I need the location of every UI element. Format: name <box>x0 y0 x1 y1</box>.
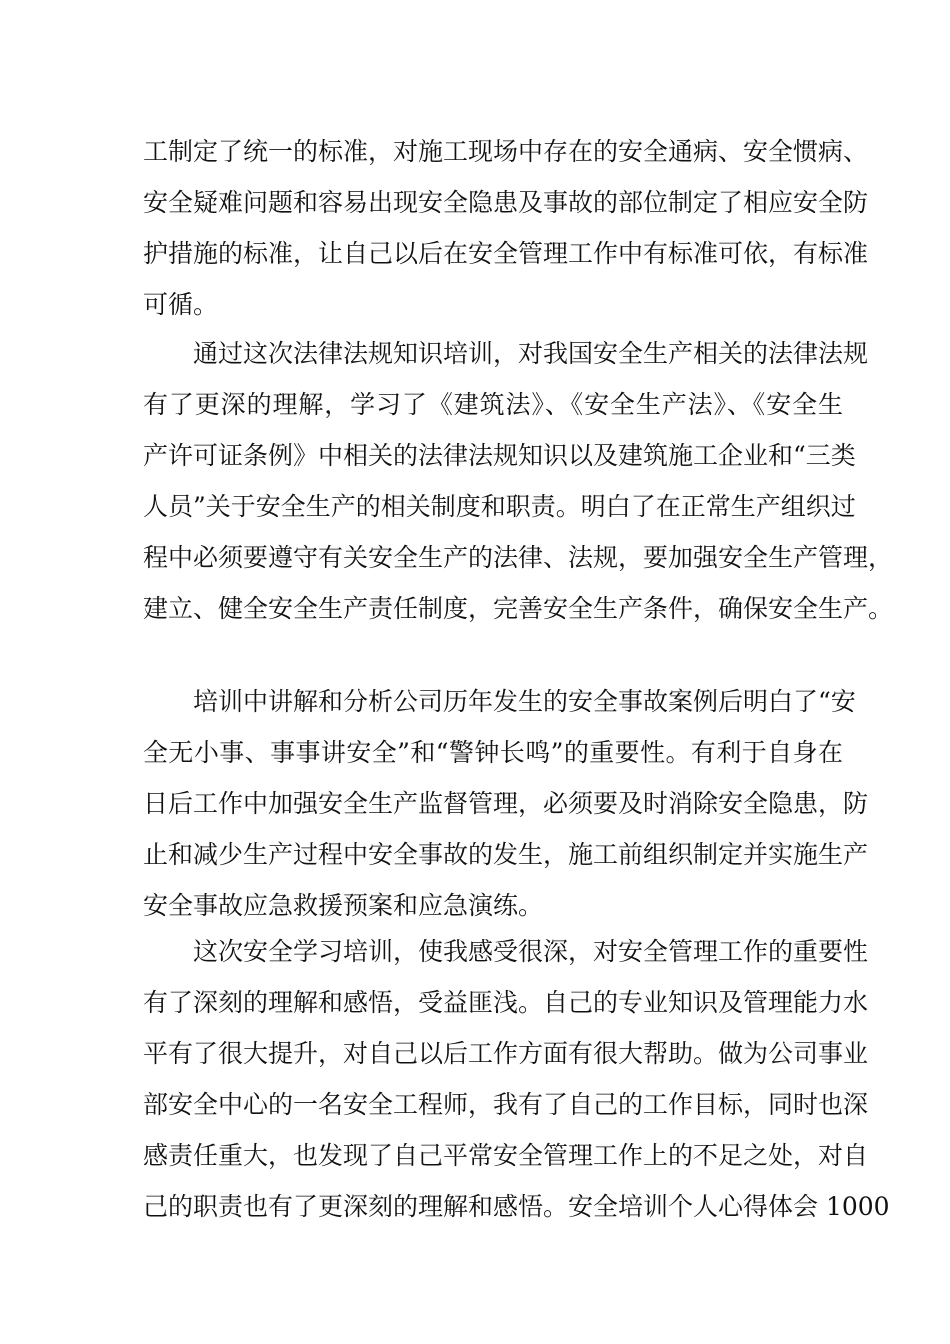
paragraph-line: 工制定了统一的标准，对施工现场中存在的安全通病、安全惯病、 <box>143 137 869 166</box>
paragraph-line: 止和减少生产过程中安全事故的发生，施工前组织制定并实施生产 <box>143 840 869 869</box>
paragraph-line: 部安全中心的一名安全工程师，我有了自己的工作目标，同时也深 <box>143 1090 869 1119</box>
paragraph-line: 安全事故应急救援预案和应急演练。 <box>143 891 544 920</box>
paragraph-line: 培训中讲解和分析公司历年发生的安全事故案例后明白了“安 <box>193 687 856 716</box>
paragraph-line: 可循。 <box>143 290 219 319</box>
paragraph-line: 有了更深的理解，学习了《建筑法》、《安全生产法》、《安全生 <box>143 390 843 419</box>
paragraph-line: 这次安全学习培训，使我感受很深，对安全管理工作的重要性 <box>193 937 869 966</box>
paragraph-line: 通过这次法律法规知识培训，对我国安全生产相关的法律法规 <box>193 339 869 368</box>
paragraph-line: 人员”关于安全生产的相关制度和职责。明白了在正常生产组织过 <box>143 492 856 521</box>
paragraph-4 <box>143 926 890 1232</box>
paragraph-line: 全无小事、事事讲安全”和“警钟长鸣”的重要性。有利于自身在 <box>143 738 843 767</box>
paragraph-line: 平有了很大提升，对自己以后工作方面有很大帮助。做为公司事业 <box>143 1039 869 1068</box>
paragraph-line: 日后工作中加强安全生产监督管理，必须要及时消除安全隐患，防 <box>143 789 869 818</box>
paragraph-1 <box>143 126 869 330</box>
paragraph-line: 产许可证条例》中相关的法律法规知识以及建筑施工企业和“三类 <box>143 441 856 470</box>
paragraph-3 <box>143 676 869 931</box>
paragraph-line: 护措施的标准，让自己以后在安全管理工作中有标准可依，有标准 <box>143 239 869 268</box>
paragraph-line: 建立、健全安全生产责任制度，完善安全生产条件，确保安全生产。 <box>143 594 894 623</box>
paragraph-2 <box>143 328 894 634</box>
paragraph-line: 有了深刻的理解和感悟，受益匪浅。自己的专业知识及管理能力水 <box>143 988 869 1017</box>
paragraph-line: 感责任重大，也发现了自己平常安全管理工作上的不足之处，对自 <box>143 1141 869 1170</box>
paragraph-line: 安全疑难问题和容易出现安全隐患及事故的部位制定了相应安全防 <box>143 188 869 217</box>
paragraph-line: 程中必须要遵守有关安全生产的法律、法规，要加强安全生产管理， <box>143 543 894 572</box>
paragraph-line: 己的职责也有了更深刻的理解和感悟。安全培训个人心得体会 1000 <box>143 1192 890 1221</box>
